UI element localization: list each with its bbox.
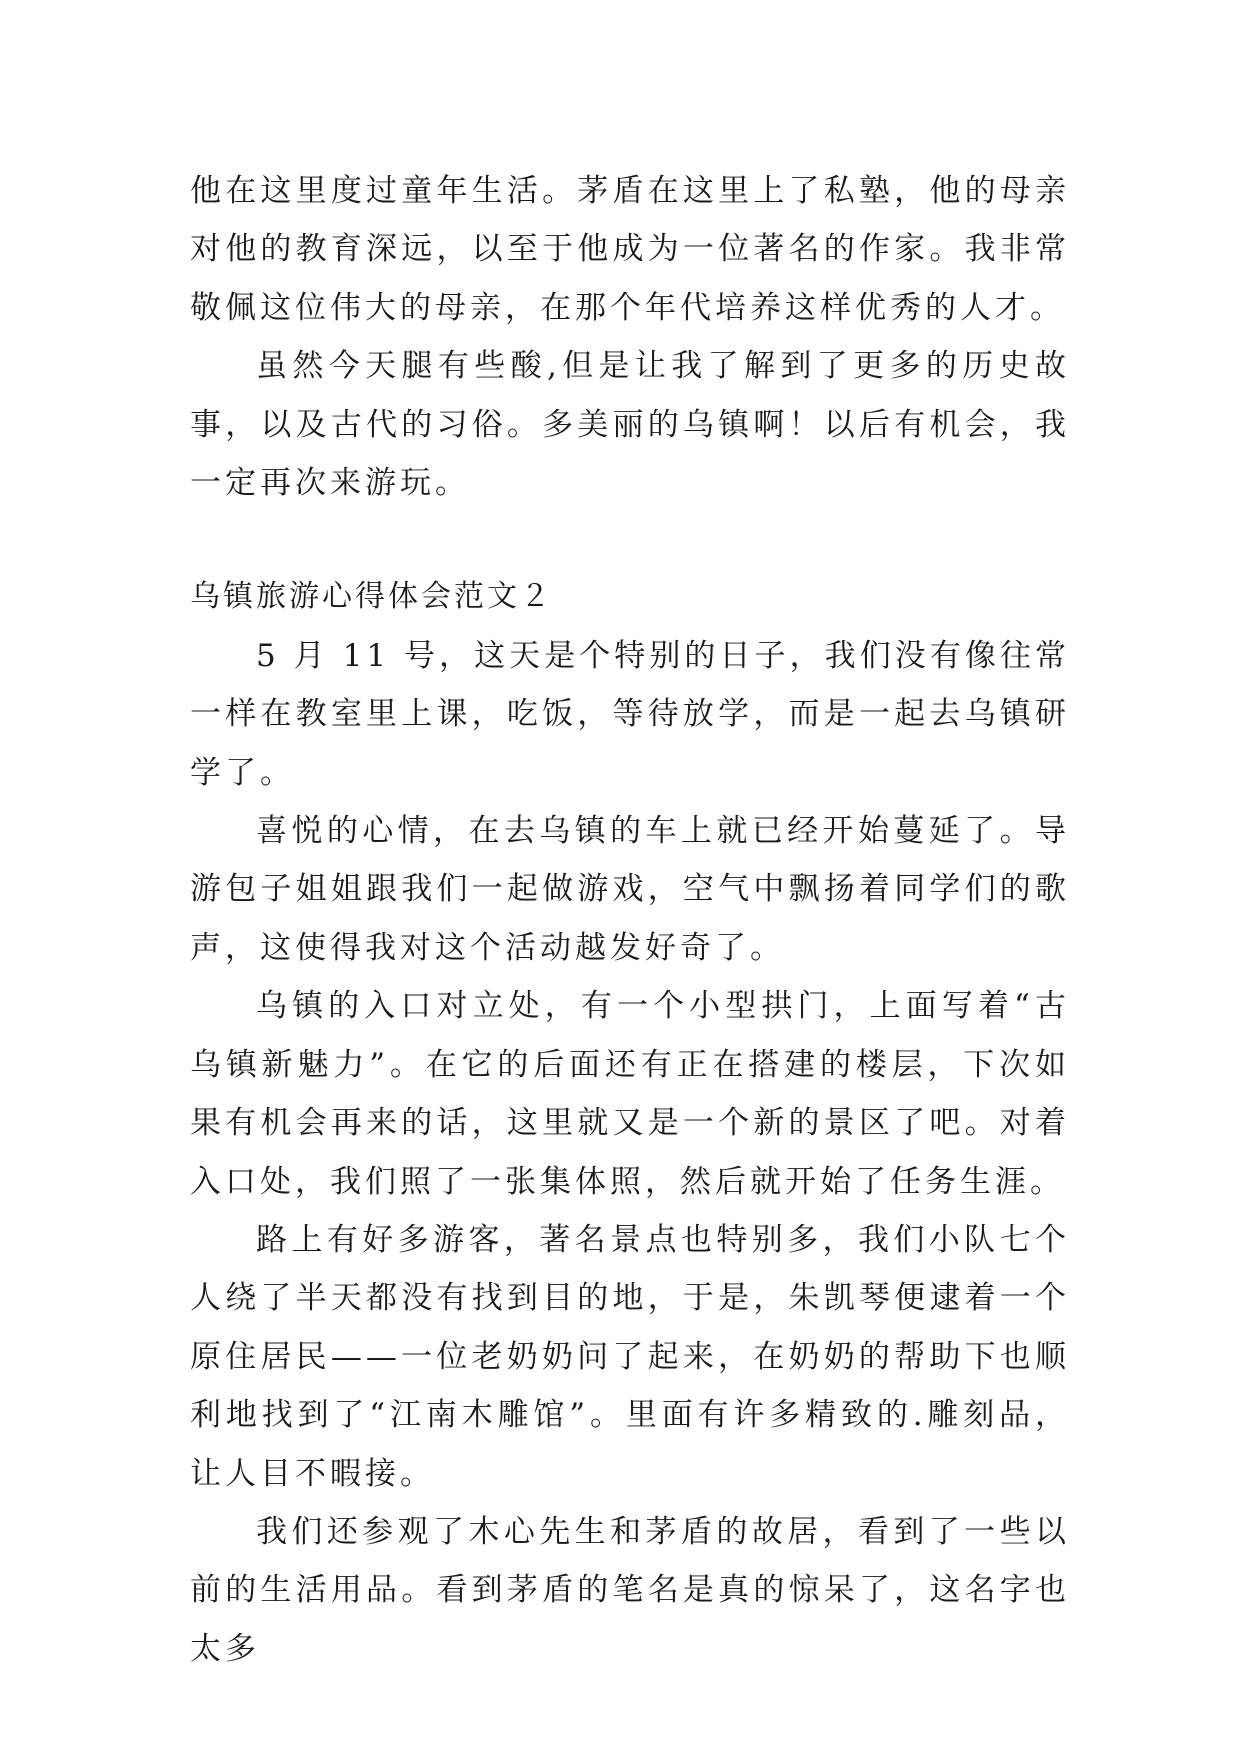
- paragraph: 喜悦的心情，在去乌镇的车上就已经开始蔓延了。导游包子姐姐跟我们一起做游戏，空气中飘扬着同学们的歌声，这使得我对这个活动越发好奇了。: [190, 813, 1070, 966]
- paragraph: 乌镇的入口对立处，有一个小型拱门，上面写着“古乌镇新魅力”。在它的后面还有正在搭建的楼层，下次如果有机会再来的话，这里就又是一个新的景区了吧。对着入口处，我们照了一张集体照，然后就开始了任务生涯。: [190, 988, 1070, 1200]
- paragraph: 5 月 11 号，这天是个特别的日子，我们没有像往常一样在教室里上课，吃饭，等待放学，而是一起去乌镇研学了。: [190, 637, 1070, 791]
- section-title: 乌镇旅游心得体会范文２: [190, 579, 553, 615]
- document-body: [190, 162, 1070, 1678]
- paragraph: 我们还参观了木心先生和茅盾的故居，看到了一些以前的生活用品。看到茅盾的笔名是真的惊呆了，这名字也太多: [190, 1513, 1070, 1667]
- paragraph: 他在这里度过童年生活。茅盾在这里上了私塾，他的母亲对他的教育深远，以至于他成为一位著名的作家。我非常敬佩这位伟大的母亲，在那个年代培养这样优秀的人才。: [190, 173, 1070, 326]
- paragraph: 虽然今天腿有些酸,但是让我了解到了更多的历史故事，以及古代的习俗。多美丽的乌镇啊！以后有机会，我一定再次来游玩。: [190, 348, 1070, 502]
- paragraph: 路上有好多游客，著名景点也特别多，我们小队七个人绕了半天都没有找到目的地，于是，朱凯琴便逮着一个原住居民——一位老奶奶问了起来，在奶奶的帮助下也顺利地找到了“江南木雕馆”。里面有许多精致的.雕刻品，让人目不暇接。: [190, 1221, 1070, 1492]
